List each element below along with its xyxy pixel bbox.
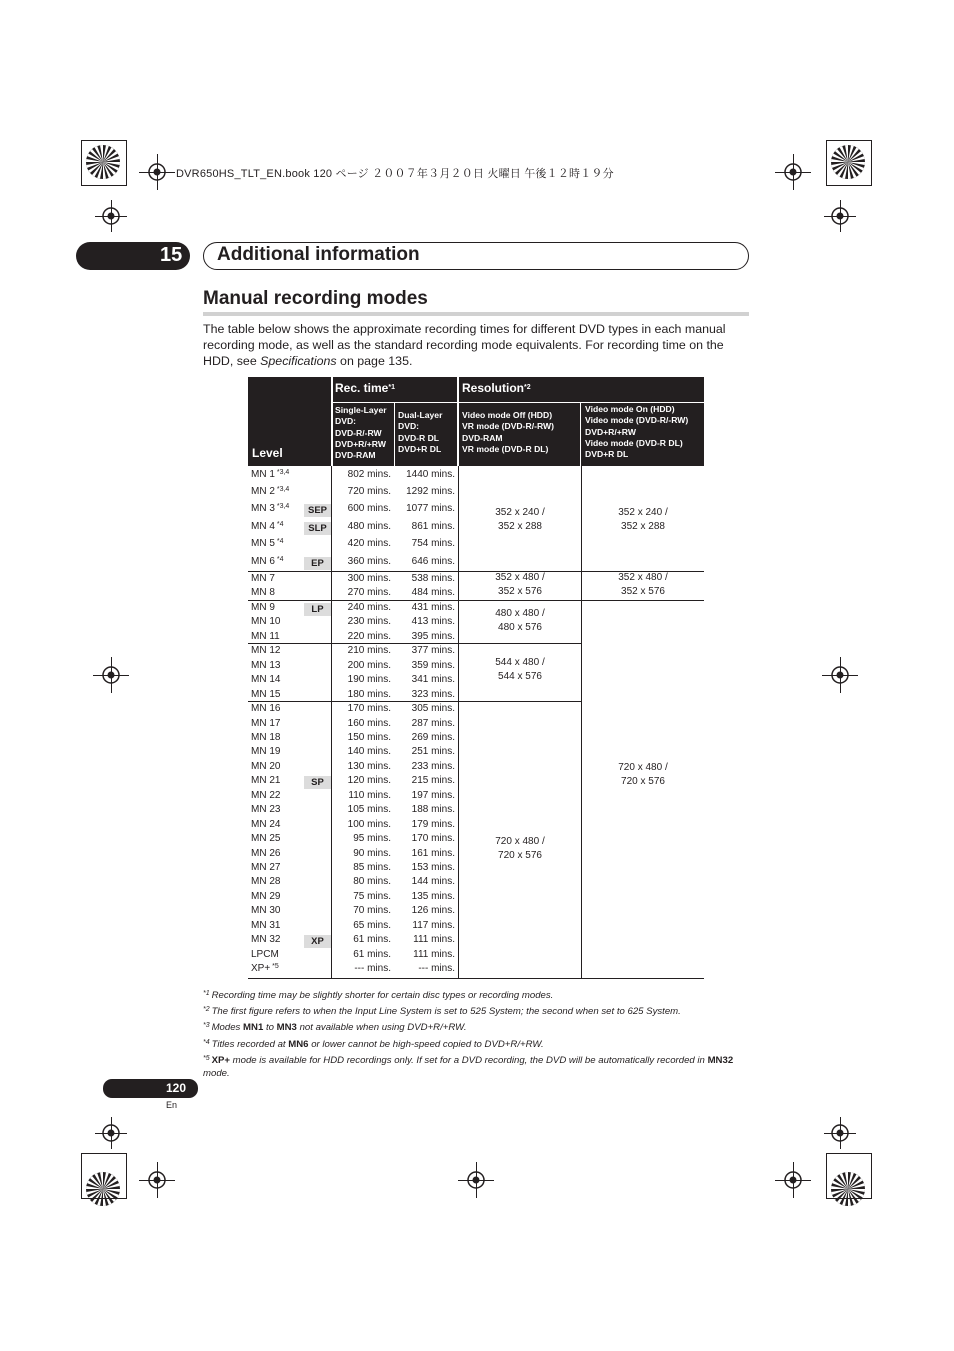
resolution-note: *2 xyxy=(524,384,531,391)
single-layer-time: 65 mins. xyxy=(353,919,391,931)
level-header: Level xyxy=(252,446,283,460)
footnote-text: Titles recorded at xyxy=(211,1039,289,1050)
table-bottom-rule xyxy=(248,978,704,979)
crop-mark xyxy=(81,140,127,186)
single-layer-header xyxy=(335,405,387,461)
dual-layer-time: 1077 mins. xyxy=(406,503,455,514)
registration-target-icon xyxy=(100,664,122,686)
chapter-number: 15 xyxy=(160,244,183,266)
resolution-line: 720 x 480 / xyxy=(618,762,668,773)
footnote-text: or lower cannot be high-speed copied to DVD+R/+RW. xyxy=(308,1039,544,1050)
registration-target-icon xyxy=(100,205,122,227)
level-label: MN 8 xyxy=(251,587,275,599)
dual-layer-time: 153 mins. xyxy=(411,862,455,873)
level-cell xyxy=(251,746,280,757)
registration-target-icon xyxy=(146,161,168,183)
dual-layer-time: 484 mins. xyxy=(411,587,455,599)
level-label: MN 31 xyxy=(251,919,281,931)
level-note: *3,4 xyxy=(274,486,290,493)
standard-mode-badge: SLP xyxy=(304,522,331,535)
rec-time-note: *1 xyxy=(388,384,395,391)
standard-mode-badge: SP xyxy=(304,776,331,789)
dual-layer-time: 377 mins. xyxy=(411,645,455,657)
header-divider xyxy=(333,402,704,403)
level-label: MN 7 xyxy=(251,573,275,584)
resolution-cell xyxy=(459,835,581,863)
rec-time-label: Rec. time xyxy=(335,381,389,395)
crop-mark xyxy=(81,1153,127,1199)
registration-target-icon xyxy=(829,205,851,227)
resolution-line: 720 x 576 xyxy=(621,776,665,787)
resolution-cell xyxy=(459,607,581,635)
single-layer-time: 95 mins. xyxy=(353,833,391,845)
video-off-header xyxy=(462,410,554,455)
level-label: MN 11 xyxy=(251,630,280,642)
level-cell xyxy=(251,486,289,497)
level-cell xyxy=(251,732,280,743)
header-line: DVD-R/-RW xyxy=(335,427,382,438)
registration-target-icon xyxy=(782,1169,804,1191)
level-cell xyxy=(251,934,280,945)
dual-layer-time: 1292 mins. xyxy=(406,486,455,497)
level-label: MN 16 xyxy=(251,703,281,715)
header-divider xyxy=(580,403,581,466)
footnote-text: Recording time may be slightly shorter for certain disc types or recording modes. xyxy=(211,990,554,1001)
resolution-cell xyxy=(459,656,581,684)
single-layer-time: 100 mins. xyxy=(347,818,391,830)
header-line: DVD-RAM xyxy=(335,450,376,461)
dual-layer-time: 126 mins. xyxy=(411,905,455,917)
level-label: MN 29 xyxy=(251,890,281,902)
dual-layer-time: 117 mins. xyxy=(412,919,455,931)
dual-layer-time: 111 mins. xyxy=(413,934,455,946)
header-line: Video mode On (HDD) xyxy=(585,404,675,414)
resolution-line: 352 x 240 / xyxy=(495,507,545,518)
registration-target-icon xyxy=(829,1122,851,1144)
intro-paragraph xyxy=(203,321,751,369)
level-cell xyxy=(251,573,275,584)
single-layer-time: 70 mins. xyxy=(353,905,391,917)
single-layer-time: 240 mins. xyxy=(347,601,391,613)
level-cell xyxy=(251,521,283,532)
single-layer-time: 150 mins. xyxy=(347,731,391,743)
dual-layer-time: 341 mins. xyxy=(411,674,455,686)
header-divider xyxy=(394,403,395,466)
book-file-header: DVR650HS_TLT_EN.book 120 ページ ２００７年３月２０日 火曜日 午後１２時１９分 xyxy=(176,168,614,180)
single-layer-time: 600 mins. xyxy=(347,503,391,514)
footnote-text: Modes xyxy=(211,1022,244,1033)
footnote-text: MN6 xyxy=(288,1039,309,1050)
page-number: 120 xyxy=(166,1081,187,1095)
footnote-text: MN32 xyxy=(707,1055,734,1066)
single-layer-time: 120 mins. xyxy=(347,775,391,787)
level-cell xyxy=(251,761,280,772)
header-line: VR mode (DVD-R DL) xyxy=(462,443,549,454)
column-rule xyxy=(331,466,332,978)
resolution-line: 352 x 576 xyxy=(498,586,542,597)
single-layer-time: 420 mins. xyxy=(347,538,391,549)
header-line: Video mode Off (HDD) xyxy=(462,410,553,420)
dual-layer-time: 305 mins. xyxy=(411,703,455,715)
intro-text-end: on page 135. xyxy=(336,354,413,368)
footnote-text: mode. xyxy=(203,1068,230,1079)
dual-layer-time: 1440 mins. xyxy=(406,469,455,480)
level-cell xyxy=(251,848,280,859)
footnote-text: XP+ xyxy=(211,1055,230,1066)
single-layer-time: 170 mins. xyxy=(347,703,391,715)
resolution-cell xyxy=(582,506,704,534)
dual-layer-time: 269 mins. xyxy=(411,731,455,743)
level-cell xyxy=(251,819,280,830)
level-cell xyxy=(251,631,280,642)
footnote xyxy=(203,987,751,1002)
section-title: Manual recording modes xyxy=(203,288,428,309)
intro-text: The table below shows the approximate recording times for different DVD types in each manual recording mode, as well as the standard recording mode equivalents. For recording time on the HDD, see xyxy=(203,322,726,368)
standard-mode-badge: SEP xyxy=(304,504,331,517)
intro-link-text: Specifications xyxy=(260,354,337,368)
registration-target-icon xyxy=(465,1169,487,1191)
single-layer-time: 105 mins. xyxy=(347,804,391,816)
resolution-cell xyxy=(459,506,581,534)
footnote-mark: *5 xyxy=(203,1055,212,1062)
single-layer-time: 360 mins. xyxy=(347,556,391,567)
level-cell xyxy=(251,674,280,685)
footnote-text: mode is available for HDD recordings only. If set for a DVD recording, the DVD will be automatically recorded in xyxy=(229,1055,708,1066)
dual-layer-time: 135 mins. xyxy=(411,890,455,902)
registration-target-icon xyxy=(100,1122,122,1144)
level-cell xyxy=(251,718,280,729)
single-layer-time: 90 mins. xyxy=(353,847,391,859)
level-cell xyxy=(251,891,280,902)
level-label: MN 28 xyxy=(251,876,281,888)
level-label: XP+ xyxy=(251,963,271,975)
level-note: *4 xyxy=(274,521,284,528)
level-cell xyxy=(251,689,280,700)
page-language: En xyxy=(166,1100,178,1110)
single-layer-time: 75 mins. xyxy=(353,890,391,902)
dual-layer-time: 323 mins. xyxy=(411,688,455,700)
standard-mode-badge: XP xyxy=(304,935,331,948)
footnote xyxy=(203,1003,751,1018)
dual-layer-time: --- mins. xyxy=(418,963,455,975)
footnote-mark: *2 xyxy=(203,1006,212,1013)
level-cell xyxy=(251,876,280,887)
level-label: MN 15 xyxy=(251,688,281,700)
dual-layer-time: 170 mins. xyxy=(411,833,455,845)
single-layer-time: 802 mins. xyxy=(347,469,391,480)
level-label: MN 4 xyxy=(251,521,275,532)
level-label: MN 23 xyxy=(251,804,281,816)
header-divider xyxy=(457,377,459,466)
level-cell xyxy=(251,790,280,801)
level-label: MN 5 xyxy=(251,538,275,549)
level-cell xyxy=(251,804,280,815)
header-line: Single-Layer xyxy=(335,405,387,415)
level-label: MN 12 xyxy=(251,645,281,657)
level-label: MN 21 xyxy=(251,775,281,787)
level-label: MN 22 xyxy=(251,789,281,801)
crop-mark xyxy=(826,1153,872,1199)
single-layer-time: 160 mins. xyxy=(347,717,391,729)
rec-time-header xyxy=(335,381,395,395)
level-label: MN 13 xyxy=(251,659,281,671)
level-label: MN 20 xyxy=(251,760,281,772)
level-cell xyxy=(251,587,275,598)
dual-layer-time: 179 mins. xyxy=(411,818,455,830)
level-label: MN 32 xyxy=(251,934,281,946)
level-cell xyxy=(251,905,280,916)
level-label: MN 10 xyxy=(251,616,281,628)
resolution-line: 352 x 480 / xyxy=(618,572,668,583)
header-line: DVD: xyxy=(335,416,357,427)
dual-layer-time: 538 mins. xyxy=(411,573,455,584)
resolution-line: 352 x 240 / xyxy=(618,507,668,518)
level-cell xyxy=(251,660,280,671)
single-layer-time: 61 mins. xyxy=(353,934,391,946)
footnote-mark: *3 xyxy=(203,1022,212,1029)
single-layer-time: 200 mins. xyxy=(347,659,391,671)
header-line: DVD+R/+RW xyxy=(585,426,636,437)
level-label: MN 18 xyxy=(251,731,281,743)
footnote-text: MN3 xyxy=(276,1022,297,1033)
dual-layer-time: 359 mins. xyxy=(411,659,455,671)
resolution-line: 480 x 480 / xyxy=(495,608,545,619)
single-layer-time: 61 mins. xyxy=(353,948,391,960)
single-layer-time: 300 mins. xyxy=(347,573,391,584)
column-rule xyxy=(458,466,459,978)
header-divider xyxy=(331,377,333,466)
dual-layer-time: 395 mins. xyxy=(411,630,455,642)
section-rule xyxy=(203,312,749,316)
video-on-header xyxy=(585,404,688,460)
header-line: DVD-RAM xyxy=(462,432,503,443)
footnote-mark: *1 xyxy=(203,990,212,997)
level-label: MN 9 xyxy=(251,601,275,613)
level-note: *3,4 xyxy=(274,503,290,510)
level-note: *4 xyxy=(274,556,284,563)
level-label: MN 19 xyxy=(251,746,281,758)
header-line: Dual-Layer xyxy=(398,410,443,420)
header-line: Video mode (DVD-R DL) xyxy=(585,437,683,448)
single-layer-time: 130 mins. xyxy=(347,760,391,772)
dual-layer-time: 188 mins. xyxy=(411,804,455,816)
level-label: MN 2 xyxy=(251,486,275,497)
level-cell xyxy=(251,538,283,549)
resolution-line: 720 x 480 / xyxy=(495,836,545,847)
resolution-header xyxy=(462,381,531,395)
level-label: MN 30 xyxy=(251,905,281,917)
header-line: DVD+R DL xyxy=(585,449,629,460)
level-note: *5 xyxy=(270,963,279,971)
dual-layer-time: 111 mins. xyxy=(413,948,455,960)
dual-layer-time: 233 mins. xyxy=(411,760,455,772)
resolution-line: 720 x 576 xyxy=(498,850,542,861)
single-layer-time: 480 mins. xyxy=(347,521,391,532)
level-cell xyxy=(251,862,280,873)
level-cell xyxy=(251,556,283,567)
resolution-line: 480 x 576 xyxy=(498,622,542,633)
footnote-text: MN1 xyxy=(243,1022,264,1033)
level-note: *4 xyxy=(274,538,284,545)
level-label: MN 6 xyxy=(251,556,275,567)
footnote-text: not available when using DVD+R/+RW. xyxy=(296,1022,467,1033)
level-cell xyxy=(251,963,279,974)
resolution-line: 352 x 288 xyxy=(621,521,665,532)
registration-target-icon xyxy=(829,664,851,686)
resolution-line: 544 x 480 / xyxy=(495,657,545,668)
group-rule xyxy=(248,643,581,644)
header-line: VR mode (DVD-R/-RW) xyxy=(462,421,554,432)
level-label: MN 27 xyxy=(251,862,281,873)
level-cell xyxy=(251,469,289,480)
dual-layer-time: 161 mins. xyxy=(411,847,455,859)
crop-mark xyxy=(826,140,872,186)
single-layer-time: 80 mins. xyxy=(353,876,391,888)
level-cell xyxy=(251,703,280,714)
resolution-line: 352 x 480 / xyxy=(495,572,545,583)
standard-mode-badge: EP xyxy=(304,557,331,570)
dual-layer-time: 646 mins. xyxy=(411,556,455,567)
resolution-cell xyxy=(582,571,704,599)
level-cell xyxy=(251,645,280,656)
single-layer-time: 180 mins. xyxy=(347,688,391,700)
level-cell xyxy=(251,833,280,844)
resolution-line: 544 x 576 xyxy=(498,671,542,682)
dual-layer-time: 197 mins. xyxy=(411,789,455,801)
resolution-line: 352 x 288 xyxy=(498,521,542,532)
dual-layer-time: 144 mins. xyxy=(411,876,455,888)
resolution-line: 352 x 576 xyxy=(621,586,665,597)
chapter-title: Additional information xyxy=(217,244,420,265)
single-layer-time: 720 mins. xyxy=(347,486,391,497)
resolution-cell xyxy=(459,571,581,599)
level-label: MN 25 xyxy=(251,833,281,845)
single-layer-time: 140 mins. xyxy=(347,746,391,758)
dual-layer-time: 251 mins. xyxy=(411,746,455,758)
single-layer-time: 190 mins. xyxy=(347,674,391,686)
header-line: DVD+R DL xyxy=(398,443,442,454)
dual-layer-time: 861 mins. xyxy=(411,521,455,532)
dual-layer-time: 215 mins. xyxy=(411,775,455,787)
level-label: MN 17 xyxy=(251,717,281,729)
level-label: MN 24 xyxy=(251,818,281,830)
single-layer-time: 220 mins. xyxy=(347,630,391,642)
level-cell xyxy=(251,616,280,627)
registration-target-icon xyxy=(782,161,804,183)
single-layer-time: 270 mins. xyxy=(347,587,391,599)
level-cell xyxy=(251,775,280,786)
footnote xyxy=(203,1019,751,1034)
header-line: DVD-R DL xyxy=(398,432,440,443)
footnote-text: to xyxy=(263,1022,277,1033)
dual-layer-time: 413 mins. xyxy=(411,616,455,628)
footnote-text: The first figure refers to when the Input Line System is set to 525 System; the second when set to 625 System. xyxy=(211,1006,681,1017)
footnote xyxy=(203,1036,751,1051)
single-layer-time: --- mins. xyxy=(354,963,391,975)
level-cell xyxy=(251,602,275,613)
level-label: MN 26 xyxy=(251,847,281,859)
footnote xyxy=(203,1052,751,1080)
single-layer-time: 210 mins. xyxy=(347,645,391,657)
level-cell xyxy=(251,503,289,514)
footnote-mark: *4 xyxy=(203,1039,212,1046)
header-line: DVD+R/+RW xyxy=(335,438,386,449)
group-rule xyxy=(248,701,581,702)
registration-target-icon xyxy=(146,1169,168,1191)
level-label: MN 14 xyxy=(251,674,281,686)
resolution-cell xyxy=(582,761,704,789)
dual-layer-time: 431 mins. xyxy=(411,601,455,613)
header-line: Video mode (DVD-R/-RW) xyxy=(585,415,689,426)
column-rule xyxy=(581,466,582,978)
level-cell xyxy=(251,949,279,960)
dual-layer-time: 754 mins. xyxy=(411,538,455,549)
level-label: LPCM xyxy=(251,948,279,960)
resolution-label: Resolution xyxy=(462,381,524,395)
dual-layer-time: 287 mins. xyxy=(411,717,455,729)
level-label: MN 3 xyxy=(251,503,275,514)
single-layer-time: 85 mins. xyxy=(353,862,391,873)
level-note: *3,4 xyxy=(274,469,290,476)
header-line: DVD: xyxy=(398,421,420,432)
single-layer-time: 110 mins. xyxy=(348,789,391,801)
level-cell xyxy=(251,920,280,931)
standard-mode-badge: LP xyxy=(304,603,331,616)
single-layer-time: 230 mins. xyxy=(347,616,391,628)
dual-layer-header xyxy=(398,410,442,455)
level-label: MN 1 xyxy=(251,469,275,480)
group-rule xyxy=(248,600,704,601)
